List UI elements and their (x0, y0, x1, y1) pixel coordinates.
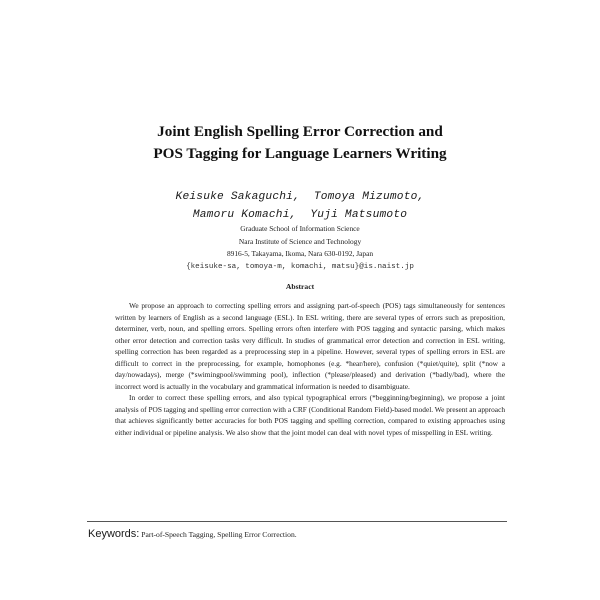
affiliation-address: 8916-5, Takayama, Ikoma, Nara 630-0192, Japan (226, 249, 374, 258)
keywords-text: Part-of-Speech Tagging, Spelling Error Correction. (141, 530, 297, 539)
paper-title (0, 121, 600, 165)
authors-line-2: Mamoru Komachi, Yuji Matsumoto (192, 209, 408, 221)
author-emails: {keisuke-sa, tomoya-m, komachi, matsu}@is.naist.jp (186, 262, 414, 271)
keywords-divider (87, 521, 507, 522)
affiliation-block (0, 223, 600, 273)
affiliation-school: Graduate School of Information Science (240, 224, 360, 233)
abstract-paragraph-1: We propose an approach to correcting spelling errors and assigning part-of-speech (POS) tags simultaneously for sentences written by learners of English as a second language (ESL). In ESL writing, there are several types of errors such as preposition, determiner, verb, noun, and spelling errors. Spelling errors often interfere with POS tagging and syntactic parsing, which makes other error detection and correction tasks very difficult. In studies of grammatical error detection and correction in ESL writing, spelling correction has been regarded as a preprocessing step in a pipeline. However, several types of spelling errors in ESL are difficult to correct in the preprocessing, for example, homophones (e.g. *hear/here), confusion (*quiet/quite), split (*now a day/nowadays), merge (*swimingpool/swimming pool), inflection (*please/pleased) and derivation (*badly/bad), where the incorrect word is actually in the vocabulary and grammatical information is needed to disambiguate. (115, 301, 505, 391)
title-line-1: Joint English Spelling Error Correction and (157, 123, 443, 140)
author-list (0, 188, 600, 224)
affiliation-institute: Nara Institute of Science and Technology (238, 236, 362, 246)
keywords-label: Keywords: (88, 528, 140, 540)
authors-line-1: Keisuke Sakaguchi, Tomoya Mizumoto, (175, 191, 425, 203)
abstract-body (115, 300, 505, 439)
abstract-paragraph-2: In order to correct these spelling errors, and also typical typographical errors (*begginning/beginning), we propose a joint analysis of POS tagging and spelling error correction with a CRF (Conditional Random Field)-based model. We present an approach that achieves significantly better accuracies for both POS tagging and spelling correction, compared to existing approaches using either individual or pipeline analysis. We also show that the joint model can deal with novel types of misspelling in ESL writing. (115, 393, 505, 438)
title-line-2: POS Tagging for Language Learners Writing (153, 145, 447, 162)
abstract-heading: Abstract (285, 282, 315, 291)
keywords-line (88, 527, 528, 542)
